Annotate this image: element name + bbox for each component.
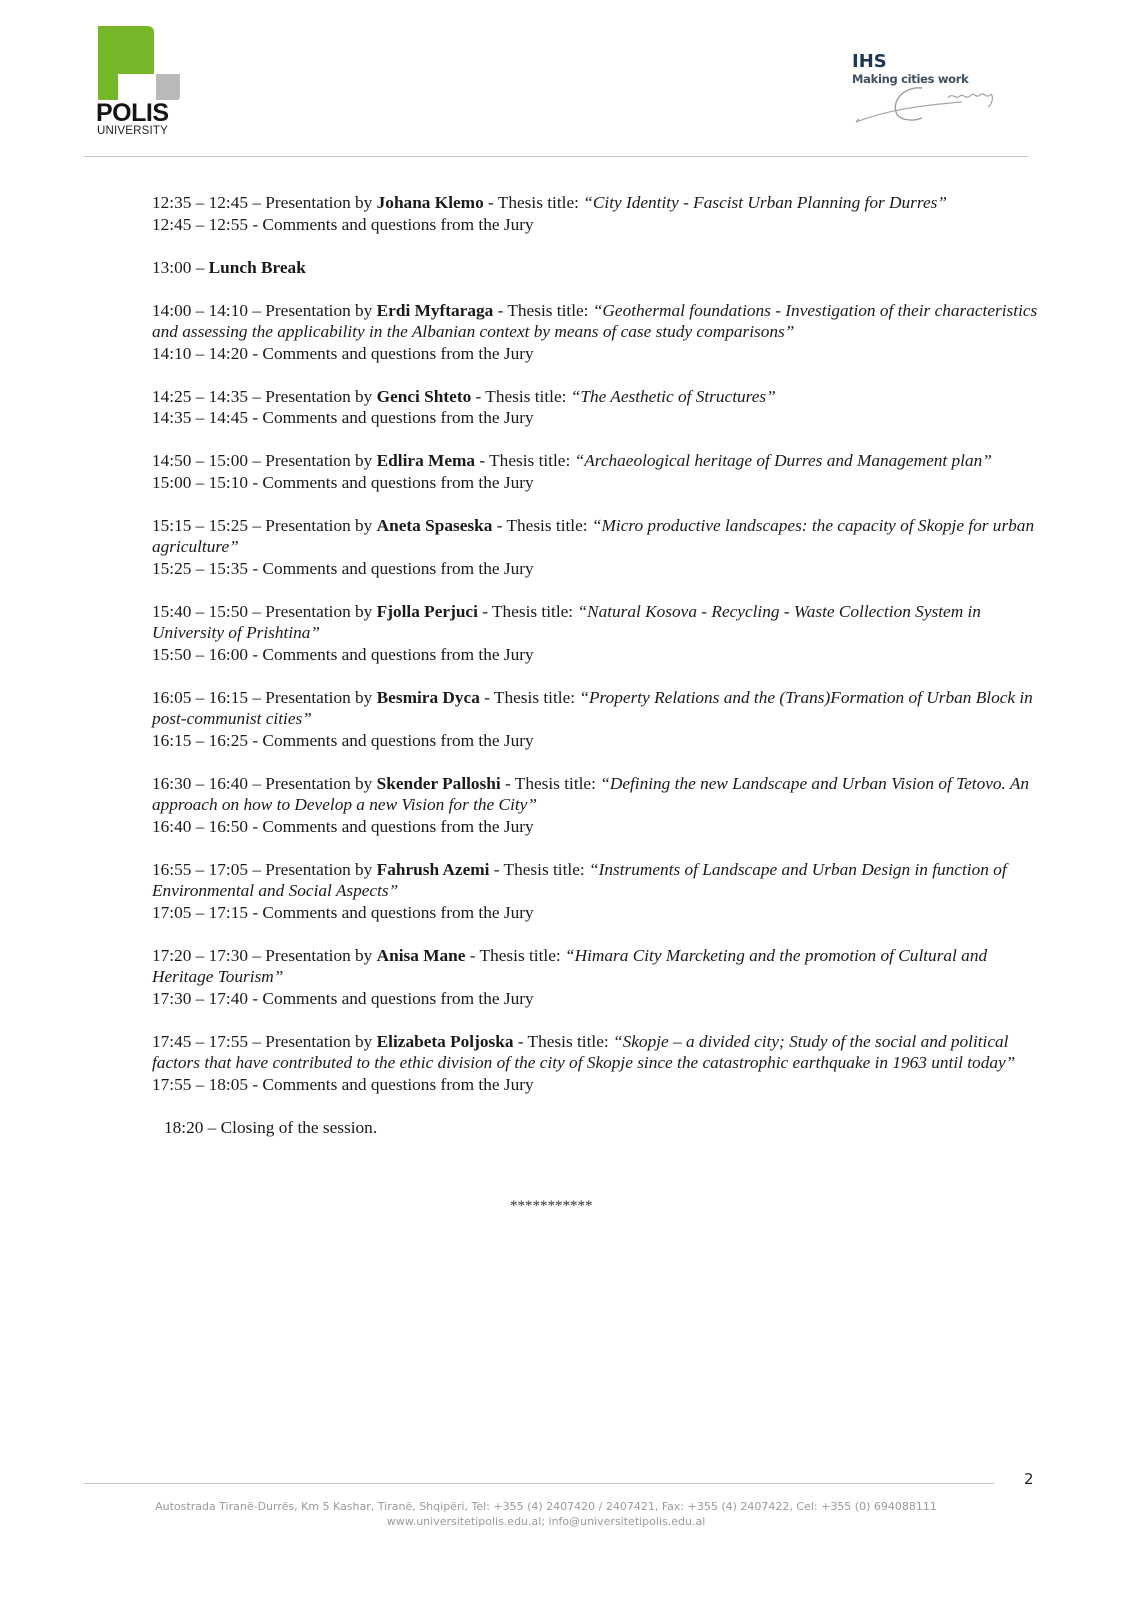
presentation-line [152,859,1042,902]
presentation-line [152,773,1042,816]
dash: – [248,773,266,793]
time-range: 12:35 – 12:45 [152,193,249,212]
footer-web[interactable]: www.universitetipolis.edu.al; info@universitetipolis.edu.al [386,1515,706,1528]
presentation-label: Presentation by [265,1031,377,1051]
thesis-title: “Property Relations and the (Trans)Formation of Urban Block in post-communist cities” [152,687,1033,728]
dash: – [248,515,266,535]
schedule-item [152,945,1042,1010]
thesis-label: - Thesis title: [471,386,571,406]
comments-line [152,1074,1042,1096]
dash: – [248,386,266,406]
comments-label: - Comments and questions from the Jury [248,1074,534,1094]
presentation-label: Presentation by [265,773,377,793]
presenter-name: Fahrush Azemi [376,859,490,879]
comments-label: - Comments and questions from the Jury [248,816,534,836]
time-range: 15:15 – 15:25 [152,515,249,535]
thesis-title: “Skopje – a divided city; Study of the social and political factors that have contributed to the ethic division of the city of Skopje since the catastrophic earthquake in 1963 until today” [152,1031,1016,1072]
logo-subtitle: UNIVERSITY [97,125,169,137]
comments-label: - Comments and questions from the Jury [248,730,534,750]
time-range: 16:55 – 17:05 [152,859,249,879]
comments-line [152,644,1042,666]
time-range: 17:20 – 17:30 [152,945,249,965]
presentation-line [152,515,1042,558]
dash: – [248,451,266,470]
presentation-label: Presentation by [265,193,377,212]
ihs-tagline: Making cities work [852,72,969,86]
thesis-label: - Thesis title: [477,601,578,621]
time-range: 14:00 – 14:10 [152,300,249,320]
presenter-name: Skender Palloshi [376,773,501,793]
polis-university-logo [96,26,186,138]
comments-label: - Comments and questions from the Jury [248,214,534,234]
comments-line [152,343,1042,365]
presentation-label: Presentation by [265,300,377,320]
thesis-label: - Thesis title: [465,945,565,965]
time-range: 14:25 – 14:35 [152,386,249,406]
thesis-title: “Natural Kosova - Recycling - Waste Collection System in University of Prishtina” [152,601,981,642]
dash: – [248,601,266,621]
thesis-label: - Thesis title: [483,193,584,212]
closing-text: 18:20 – Closing of the session. [164,1117,378,1137]
schedule-item [152,773,1042,838]
comments-line [152,816,1042,838]
presentation-line [152,601,1042,644]
comments-label: - Comments and questions from the Jury [248,408,534,427]
presentation-label: Presentation by [265,386,377,406]
time-range: 14:35 – 14:45 [152,408,249,427]
schedule-item [152,1031,1042,1096]
presentation-line [152,386,1042,408]
schedule-item [152,515,1042,580]
schedule-item [152,192,1042,235]
time-range: 17:55 – 18:05 [152,1074,249,1094]
comments-line [152,407,1042,429]
dash: – [191,257,209,277]
closing-line [164,1117,1042,1139]
presentation-line [152,1031,1042,1074]
comments-line [152,730,1042,752]
time-range: 17:05 – 17:15 [152,902,249,922]
presentation-label: Presentation by [265,859,377,879]
ihs-wordmark: IHS [852,51,887,72]
section-separator: *********** [510,1198,593,1214]
ihs-logo [852,52,1032,132]
time-range: 14:10 – 14:20 [152,343,249,363]
time-range: 14:50 – 15:00 [152,451,249,470]
time-range: 12:45 – 12:55 [152,214,249,234]
dash: – [248,1031,266,1051]
thesis-title: “Instruments of Landscape and Urban Design in function of Environmental and Social Aspects” [152,859,1007,900]
thesis-label: - Thesis title: [492,515,592,535]
comments-label: - Comments and questions from the Jury [248,988,534,1008]
presentation-label: Presentation by [265,945,377,965]
logo-gray-block [156,74,180,100]
comments-label: - Comments and questions from the Jury [248,343,534,363]
break-time: 13:00 [152,257,192,277]
comments-label: - Comments and questions from the Jury [248,644,534,664]
thesis-title: “The Aesthetic of Structures” [570,386,776,406]
comments-label: - Comments and questions from the Jury [248,558,534,578]
presenter-name: Besmira Dyca [376,687,480,707]
thesis-title: “Micro productive landscapes: the capacity of Skopje for urban agriculture” [152,515,1035,556]
thesis-title: “Himara City Marcketing and the promotion of Cultural and Heritage Tourism” [152,945,988,986]
time-range: 15:00 – 15:10 [152,472,249,492]
schedule-item [152,386,1042,429]
presentation-line [152,945,1042,988]
presentation-line [152,300,1042,343]
schedule-body [152,192,1042,1160]
schedule-item [152,450,1042,493]
time-range: 16:15 – 16:25 [152,730,249,750]
time-range: 15:50 – 16:00 [152,644,249,664]
thesis-title: “Geothermal foundations - Investigation of their characteristics and assessing the applicability in the Albanian context by means of case study comparisons” [152,300,1038,341]
footer-contact [0,1499,1092,1529]
presenter-name: Erdi Myftaraga [376,300,494,320]
time-range: 16:40 – 16:50 [152,816,249,836]
comments-line [152,902,1042,924]
time-range: 16:30 – 16:40 [152,773,249,793]
dash: – [248,859,266,879]
thesis-label: - Thesis title: [479,687,580,707]
thesis-label: - Thesis title: [513,1031,613,1051]
presentation-label: Presentation by [265,451,377,470]
dash: – [248,300,266,320]
comments-label: - Comments and questions from the Jury [248,472,534,492]
footer-divider [84,1483,994,1484]
erasmus-signature-icon [852,82,1027,130]
presenter-name: Genci Shteto [376,386,472,406]
thesis-title: “Archaeological heritage of Durres and Management plan” [574,451,992,470]
comments-label: - Comments and questions from the Jury [248,902,534,922]
schedule-item [152,859,1042,924]
header-divider [84,156,1028,157]
comments-line [152,214,1042,236]
presenter-name: Fjolla Perjuci [376,601,478,621]
presentation-label: Presentation by [265,515,377,535]
presentation-line [152,450,1042,472]
presenter-name: Aneta Spaseska [376,515,493,535]
thesis-label: - Thesis title: [489,859,589,879]
schedule-item [152,300,1042,365]
time-range: 16:05 – 16:15 [152,687,249,707]
time-range: 15:40 – 15:50 [152,601,249,621]
footer-address: Autostrada Tiranë-Durrës, Km 5 Kashar, Tiranë, Shqipëri, Tel: +355 (4) 2407420 / 2407421, Fax: +355 (4) 2407422, Cel: +355 (0) 694088111 [155,1500,937,1513]
presenter-name: Elizabeta Poljoska [376,1031,514,1051]
break-line [152,257,1042,279]
presentation-label: Presentation by [265,601,377,621]
logo-wordmark: POLIS [96,99,169,127]
thesis-label: - Thesis title: [500,773,601,793]
lunch-break [152,257,1042,279]
page-number: 2 [1024,1470,1034,1488]
thesis-title: “City Identity - Fascist Urban Planning for Durres” [583,193,947,212]
time-range: 17:30 – 17:40 [152,988,249,1008]
dash: – [248,193,266,212]
presenter-name: Johana Klemo [376,193,484,212]
logo-white-notch [118,74,154,100]
presentation-line [152,687,1042,730]
dash: – [248,687,266,707]
comments-line [152,472,1042,494]
thesis-label: - Thesis title: [475,451,575,470]
time-range: 17:45 – 17:55 [152,1031,249,1051]
thesis-title: “Defining the new Landscape and Urban Vision of Tetovo. An approach on how to Develop a new Vision for the City” [152,773,1030,814]
presentation-label: Presentation by [265,687,377,707]
presentation-line [152,192,1042,214]
dash: – [248,945,266,965]
comments-line [152,558,1042,580]
time-range: 15:25 – 15:35 [152,558,249,578]
presenter-name: Anisa Mane [376,945,466,965]
schedule-item [152,687,1042,752]
thesis-label: - Thesis title: [493,300,593,320]
presenter-name: Edlira Mema [376,451,476,470]
break-label: Lunch Break [208,257,306,277]
schedule-item [152,601,1042,666]
comments-line [152,988,1042,1010]
